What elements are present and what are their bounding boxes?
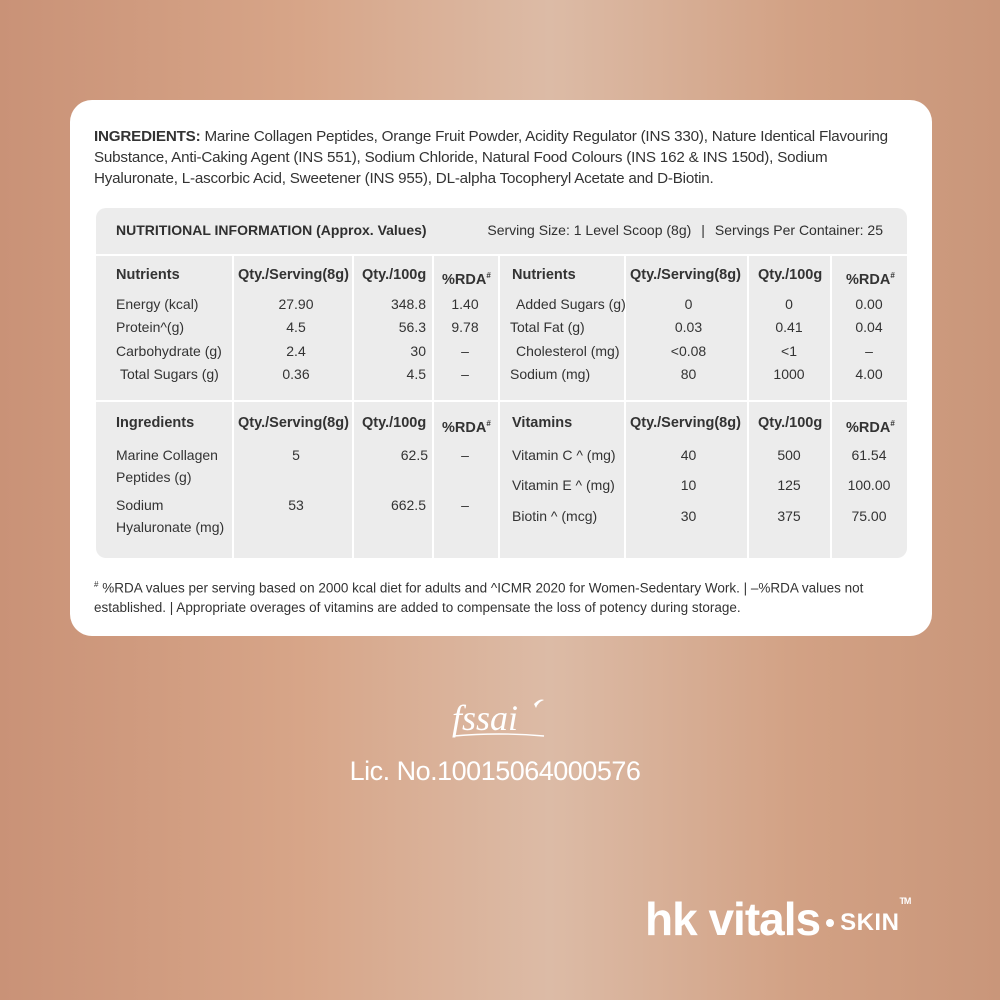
nutrient-name: Cholesterol (mg)	[516, 343, 620, 359]
fssai-logo	[448, 696, 558, 746]
nutrient-per100: 30	[410, 343, 426, 359]
footnote-line1: %RDA values per serving based on 2000 kcal diet for adults and ^ICMR 2020 for Women-Sedentary Work. | –%RDA values not	[98, 580, 864, 596]
serving-size: Serving Size: 1 Level Scoop (8g)	[487, 222, 692, 238]
serving-separator: |	[701, 222, 705, 238]
nutrient-per100: 0	[785, 296, 793, 312]
vitamin-per100: 500	[777, 447, 801, 463]
nutrient-rda: 0.00	[855, 296, 883, 312]
vitamin-rda: 100.00	[847, 477, 891, 493]
nutrient-per100: <1	[781, 343, 797, 359]
nutrients-table	[96, 256, 907, 400]
nutrition-header	[96, 208, 907, 254]
servings-per-container: Servings Per Container: 25	[714, 222, 883, 238]
vitamin-serving: 10	[680, 477, 697, 493]
nutrient-rda: –	[461, 366, 469, 382]
ingredient-serving: 5	[292, 447, 300, 463]
header-serving-ingr: Qty./Serving(8g)	[238, 415, 349, 431]
header-nutrients-right: Nutrients	[512, 267, 576, 283]
nutrient-per100: 56.3	[398, 319, 426, 335]
ingredient-name-line1: Marine Collagen	[116, 447, 218, 463]
header-rda-vit: %RDA#	[846, 419, 895, 436]
header-100g-right: Qty./100g	[758, 267, 823, 283]
nutrient-rda: 9.78	[451, 319, 479, 335]
header-rda-right: %RDA#	[846, 271, 895, 288]
nutrient-name: Added Sugars (g)	[516, 296, 626, 312]
nutrient-name: Total Sugars (g)	[120, 366, 219, 382]
ingredients-vitamins-table	[96, 402, 907, 558]
brand-name: hk vitals	[645, 893, 821, 945]
vitamin-name: Biotin ^ (mcg)	[512, 508, 598, 524]
footnote	[94, 575, 914, 617]
header-vitamins: Vitamins	[512, 415, 573, 431]
brand-dot	[826, 919, 834, 927]
header-serving-right: Qty./Serving(8g)	[630, 267, 741, 283]
ingredient-name-line1: Sodium	[116, 497, 164, 513]
header-ingredients: Ingredients	[116, 415, 195, 431]
nutrient-name: Energy (kcal)	[116, 296, 199, 312]
ingredient-per100: 62.5	[400, 447, 428, 463]
nutrient-name: Total Fat (g)	[510, 319, 585, 335]
nutrient-rda: 4.00	[855, 366, 883, 382]
nutrition-label-card	[70, 100, 932, 636]
nutrient-serving: 4.5	[286, 319, 306, 335]
ingredient-name-line2: Hyaluronate (mg)	[116, 519, 225, 535]
nutrient-serving: <0.08	[670, 343, 707, 359]
nutrient-name: Carbohydrate (g)	[116, 343, 222, 359]
ingredients-list: Marine Collagen Peptides, Orange Fruit Powder, Acidity Regulator (INS 330), Nature Identical Flavouring Substance, Anti-Caking Agent (INS 551), Sodium Chloride, Natural Food Colours (INS 162 & INS 150d), Sodium Hyaluronate, L-ascorbic Acid, Sweetener (INS 955), DL-alpha Tocopheryl Acetate and D-Biotin.	[94, 128, 888, 187]
nutrient-rda: –	[461, 343, 469, 359]
nutrient-name: Protein^(g)	[116, 319, 185, 335]
header-nutrients-left: Nutrients	[116, 267, 180, 283]
nutrient-serving: 27.90	[278, 296, 314, 312]
serving-info	[487, 222, 883, 238]
fssai-logo-icon	[448, 696, 558, 746]
nutrient-rda: 0.04	[855, 319, 883, 335]
header-100g-ingr: Qty./100g	[362, 415, 427, 431]
nutrient-rda: –	[865, 343, 873, 359]
brand-logo	[645, 892, 910, 946]
header-rda-left: %RDA#	[442, 271, 491, 288]
nutrient-per100: 1000	[773, 366, 805, 382]
header-serving-vit: Qty./Serving(8g)	[630, 415, 741, 431]
header-serving-left: Qty./Serving(8g)	[238, 267, 349, 283]
ingredient-name-line2: Peptides (g)	[116, 469, 192, 485]
nutrient-serving: 0.36	[282, 366, 310, 382]
nutrient-serving: 2.4	[286, 343, 306, 359]
footnote-mark: #	[94, 580, 99, 589]
vitamin-per100: 125	[777, 477, 801, 493]
brand-trademark: TM	[899, 896, 911, 906]
vitamin-rda: 75.00	[851, 508, 887, 524]
nutrient-serving: 0	[684, 296, 693, 312]
nutrient-per100: 4.5	[406, 366, 426, 382]
vitamin-name: Vitamin E ^ (mg)	[512, 477, 615, 493]
nutrient-name: Sodium (mg)	[510, 366, 591, 382]
nutrient-rda: 1.40	[451, 296, 479, 312]
nutrient-serving: 80	[680, 366, 697, 382]
header-100g-left: Qty./100g	[362, 267, 427, 283]
ingredient-serving: 53	[288, 497, 304, 513]
brand-sub: SKIN	[840, 908, 900, 936]
ingredient-rda: –	[461, 447, 469, 463]
vitamin-rda: 61.54	[851, 447, 887, 463]
fssai-logo-text: fssai	[452, 698, 519, 738]
ingredient-rda: –	[461, 497, 469, 513]
nutrition-title: NUTRITIONAL INFORMATION (Approx. Values)	[116, 222, 427, 238]
header-100g-vit: Qty./100g	[758, 415, 823, 431]
vitamin-serving: 40	[680, 447, 697, 463]
ingredient-per100: 662.5	[390, 497, 426, 513]
ingredients-label: INGREDIENTS:	[94, 128, 201, 145]
nutrient-per100: 0.41	[775, 319, 803, 335]
ingredients-text	[94, 126, 906, 189]
footnote-line2: established. | Appropriate overages of vitamins are added to compensate the loss of potency during storage.	[94, 599, 741, 615]
nutrient-serving: 0.03	[674, 319, 703, 335]
header-rda-ingr: %RDA#	[442, 419, 491, 436]
nutrient-per100: 348.8	[390, 296, 426, 312]
vitamin-per100: 375	[777, 508, 801, 524]
vitamin-serving: 30	[680, 508, 697, 524]
fssai-license: Lic. No.10015064000576	[349, 756, 641, 786]
vitamin-name: Vitamin C ^ (mg)	[512, 447, 616, 463]
